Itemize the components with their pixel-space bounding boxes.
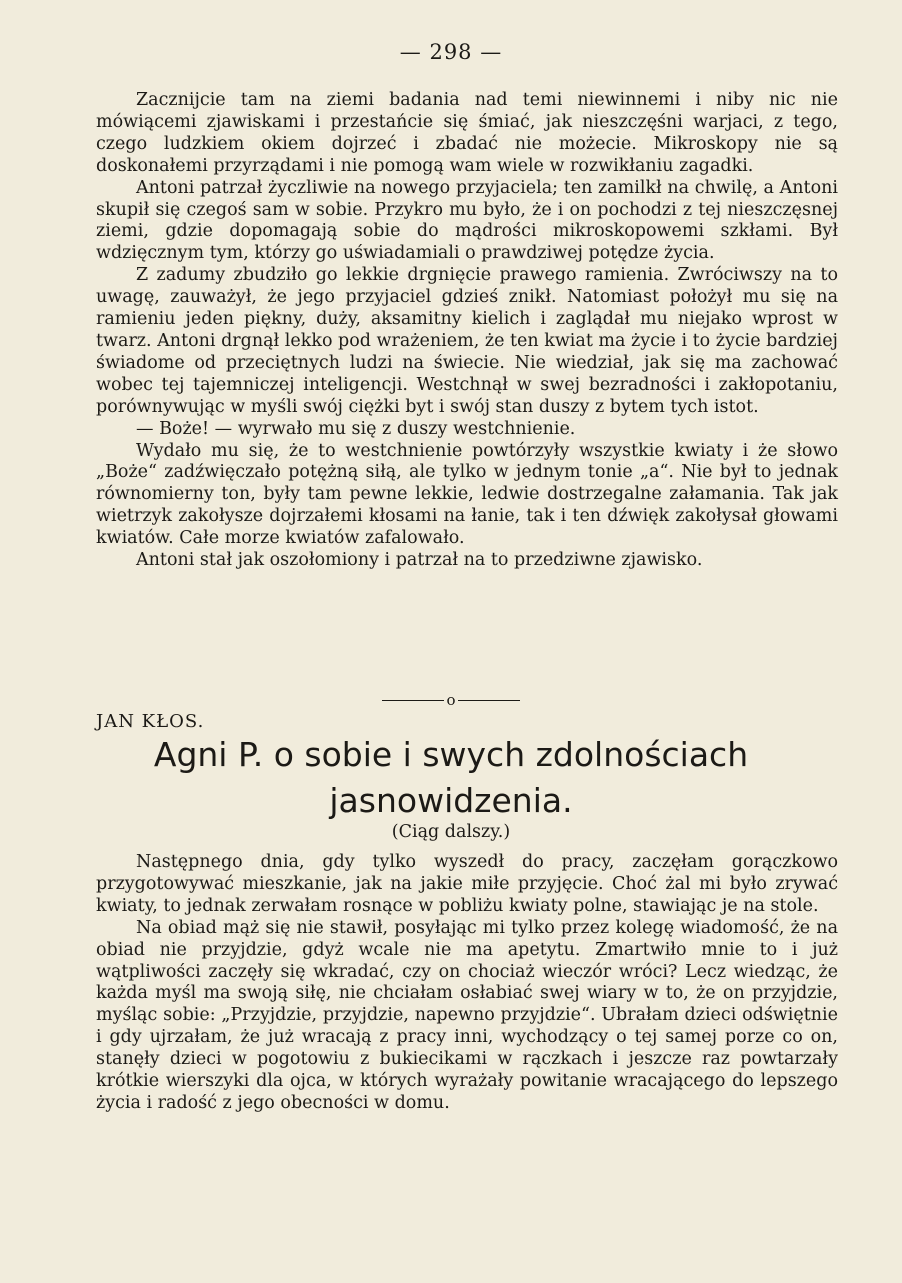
story-ending — [96, 90, 838, 572]
paragraph: Z zadumy zbudziło go lekkie drgnięcie prawego ramienia. Zwróciwszy na to uwagę, zauważył, że jego przyjaciel gdzieś znikł. Natomiast położył mu się na ramieniu jeden piękny, duży, aksamitny kielich i zaglądał mu niejako wprost w twarz. Antoni drgnął lekko pod wrażeniem, że ten kwiat ma życie i to życie bardziej świadome od przeciętnych ludzi na świecie. Nie wiedział, jak się ma zachować wobec tej tajemniczej inteligencji. Westchnął w swej bezradności i zakłopotaniu, porównywując w myśli swój ciężki byt i swój stan duszy z bytem tych istot. — [96, 265, 838, 417]
paragraph: Na obiad mąż się nie stawił, posyłając mi tylko przez kolegę wiadomość, że na obiad nie przyjdzie, gdyż wcale nie ma apetytu. Zmartwiło mnie to i już wątpliwości zaczęły się wkradać, czy on chociaż wieczór wróci? Lecz wiedząc, że każda myśl ma swoją siłę, nie chciałam osłabiać swej wiary w to, że on przyjdzie, myśląc sobie: „Przyjdzie, przyjdzie, napewno przyjdzie“. Ubrałam dzieci odświętnie i gdy ujrzałam, że już wracają z pracy inni, wychodzący o tej samej porze co on, stanęły dzieci w pogotowiu z bukiecikami w rączkach i jeszcze raz powtarzały krótkie wierszyki dla ojca, w których wyrażały powitanie wracającego do lepszego życia i radość z jego obecności w domu. — [96, 917, 838, 1113]
divider-line-right — [458, 700, 520, 701]
divider-mark: o — [446, 691, 456, 709]
paragraph: Wydało mu się, że to westchnienie powtórzyły wszystkie kwiaty i że słowo „Boże“ zadźwięczało potężną siłą, ale tylko w jednym tonie „a“. Nie był to jednak równomierny ton, były tam pewne lekkie, ledwie dostrzegalne załamania. Tak jak wietrzyk zakołysze dojrzałemi kłosami na łanie, tak i ten dźwięk zakołysał głowami kwiatów. Całe morze kwiatów zafalowało. — [96, 440, 838, 549]
section-divider — [0, 690, 902, 709]
paragraph: — Boże! — wyrwało mu się z duszy westchnienie. — [136, 418, 576, 439]
continued-note: (Ciąg dalszy.) — [391, 822, 511, 842]
divider-line-left — [382, 700, 444, 701]
title-line-2: jasnowidzenia. — [329, 781, 573, 820]
paragraph: Antoni stał jak oszołomiony i patrzał na to przedziwne zjawisko. — [136, 550, 703, 571]
paragraph: Następnego dnia, gdy tylko wyszedł do pracy, zaczęłam gorączkowo przygotowywać mieszkanie, jak na jakie miłe przyjęcie. Choć żal mi było zrywać kwiaty, to jednak zerwałam rosnące w pobliżu kwiaty polne, stawiając je na stole. — [96, 852, 838, 916]
author-name: JAN KŁOS. — [96, 711, 205, 732]
article-body — [96, 852, 838, 1115]
paragraph: Antoni patrzał życzliwie na nowego przyjaciela; ten zamilkł na chwilę, a Antoni skupił się czegoś sam w sobie. Przykro mu było, że i on pochodzi z tej nieszczęsnej ziemi, gdzie dopomagają sobie do mądrości mikroskopowemi szkłami. Był wdzięcznym tym, którzy go uświadamiali o prawdziwej potędze życia. — [96, 177, 838, 264]
paragraph: Zacznijcie tam na ziemi badania nad temi niewinnemi i niby nic nie mówiącemi zjawiskami i przestańcie się śmiać, jak nieszczęśni warjaci, z tego, czego ludzkiem okiem dojrzeć i zbadać nie możecie. Mikroskopy nie są doskonałemi przyrządami i nie pomogą wam wiele w rozwikłaniu zagadki. — [96, 90, 838, 176]
title-line-1: Agni P. o sobie i swych zdolnościach — [153, 735, 749, 774]
article-title — [0, 732, 902, 824]
page-number: — 298 — — [399, 40, 503, 64]
